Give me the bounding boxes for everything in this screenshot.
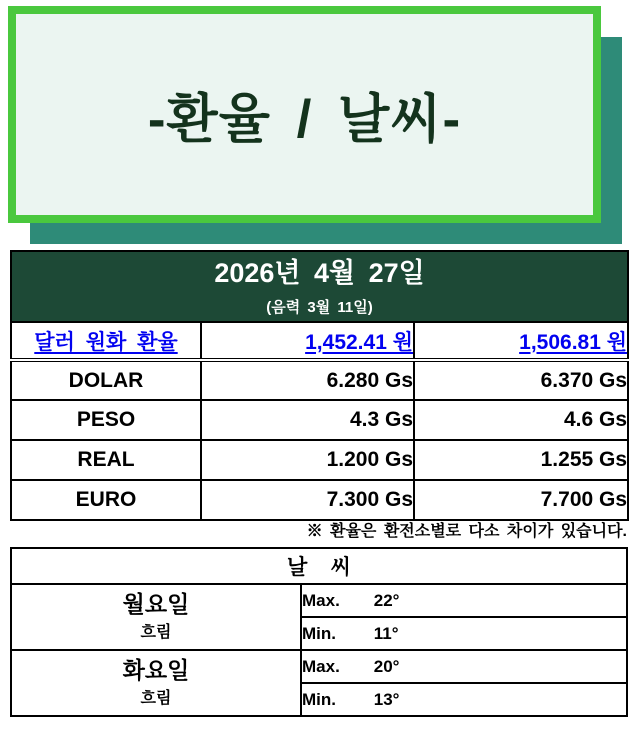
weather-row-tuesday-max [11,650,627,683]
monday-max-cell [301,584,627,617]
currency-value-1: 4.3 Gs [201,400,414,440]
table-row-real [11,440,628,480]
max-value: 20° [373,656,400,676]
max-label: Max. [302,656,340,676]
date-header [11,251,628,322]
min-value: 13° [373,689,400,709]
krw-rate-value-1: 1,452.41 원 [201,322,414,360]
tuesday-max-cell [301,650,627,683]
page-title: -환율 / 날씨- [147,89,462,149]
weather-day-tuesday [11,650,301,716]
day-name: 화요일 [122,657,190,684]
krw-rate-value-2: 1,506.81 원 [414,322,628,360]
date-header-row [11,251,628,322]
lunar-date-text: (음력 3월 11일) [266,298,373,316]
day-condition: 흐림 [140,623,172,641]
weather-day-monday [11,584,301,650]
min-label: Min. [302,623,336,643]
currency-value-2: 4.6 Gs [414,400,628,440]
currency-name: EURO [11,480,201,520]
day-name: 월요일 [122,591,190,618]
tuesday-min-cell [301,683,627,716]
krw-rate-label: 달러 원화 환율 [11,322,201,360]
currency-value-1: 6.280 Gs [201,360,414,400]
currency-name: PESO [11,400,201,440]
max-value: 22° [373,590,400,610]
title-banner [8,6,601,223]
currency-name: DOLAR [11,360,201,400]
date-text: 2026년 4월 27일 [214,258,425,289]
min-value: 11° [373,623,399,643]
weather-header-row [11,548,627,584]
currency-value-1: 7.300 Gs [201,480,414,520]
monday-min-cell [301,617,627,650]
min-label: Min. [302,689,336,709]
weather-row-monday-max [11,584,627,617]
exchange-table [10,250,629,521]
weather-table [10,547,628,717]
table-row-dolar [11,360,628,400]
table-row-krw [11,322,628,360]
table-row-peso [11,400,628,440]
currency-value-1: 1.200 Gs [201,440,414,480]
currency-name: REAL [11,440,201,480]
exchange-disclaimer-note: ※ 환율은 환전소별로 다소 차이가 있습니다. [306,523,627,540]
currency-value-2: 7.700 Gs [414,480,628,520]
max-label: Max. [302,590,340,610]
currency-value-2: 6.370 Gs [414,360,628,400]
table-row-euro [11,480,628,520]
weather-section-title: 날 씨 [11,548,627,584]
day-condition: 흐림 [140,689,172,707]
currency-value-2: 1.255 Gs [414,440,628,480]
